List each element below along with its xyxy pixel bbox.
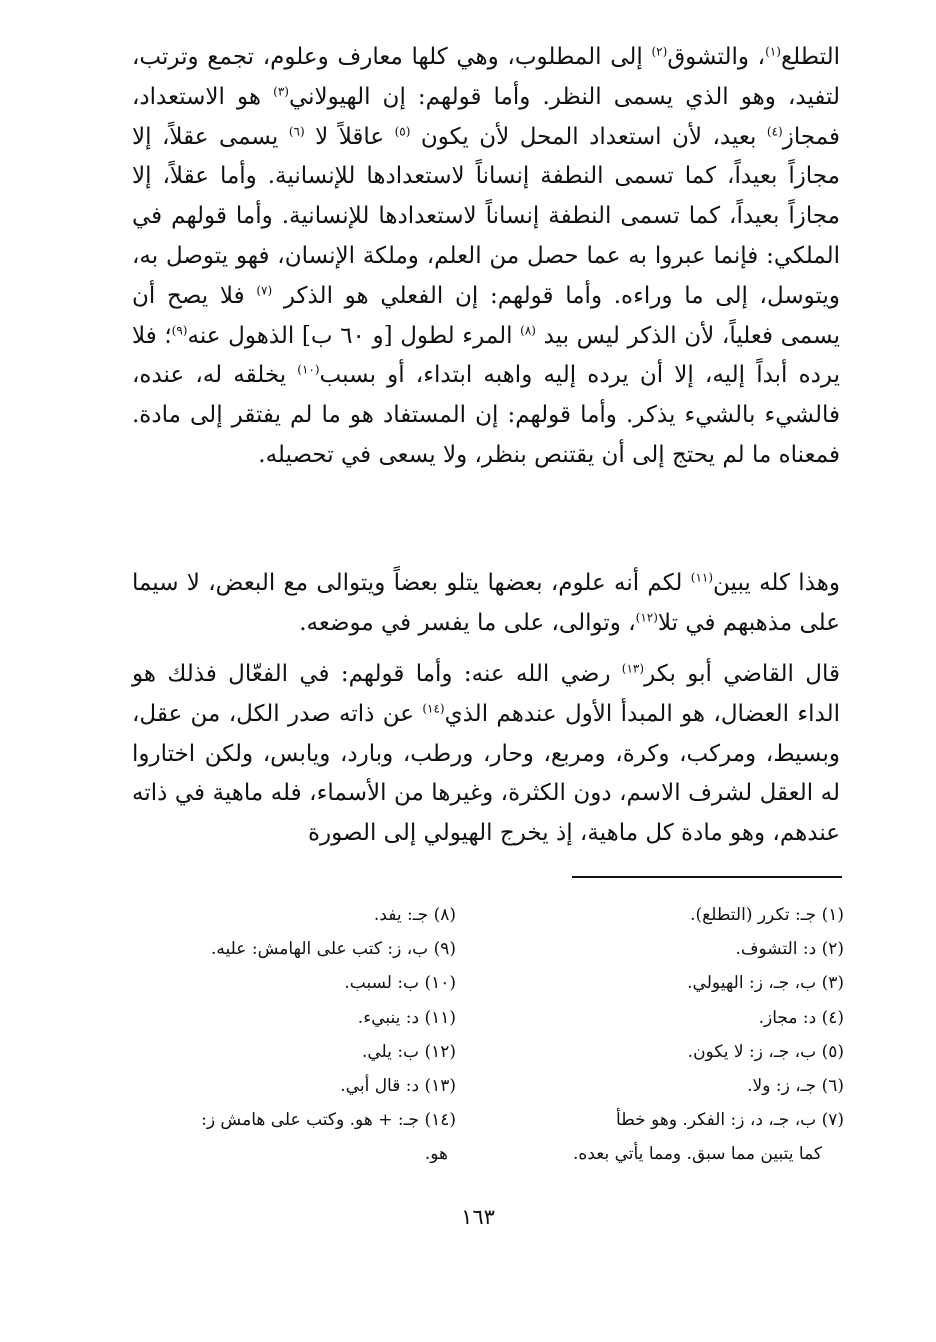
text-segment: يخلقه له، عنده، فالشيء بالشيء يذكر. وأما قولهم: إن المستفاد هو ما لم يفتقر إلى مادة. فمعناه ما لم يحتج إلى أن يقتنص بنظر، ولا يسعى في تحصيله. — [132, 362, 840, 468]
footnote-marker-2: (٢) — [651, 44, 668, 59]
text-segment: عن ذاته صدر الكل، من عقل، وبسيط، ومركب، وكرة، ومربع، وحار، ورطب، وبارد، ويابس، ولكن اختاروا له العقل لشرف الاسم، دون الكثرة، وغيرها من الأسماء، فله ماهية في ذاته عندهم، وهو مادة كل ماهية، إذ يخرج الهيولي إلى الصورة — [132, 700, 840, 847]
paragraph-1 — [132, 38, 840, 476]
text-segment: المرء لطول [و ٦٠ ب] الذهول عنه — [187, 322, 521, 349]
footnote-marker-6: (٦) — [288, 123, 305, 138]
text-segment: عاقلاً لا — [304, 123, 395, 150]
footnote: (١٢) ب: يلي. — [361, 1041, 456, 1062]
text-segment: ، والتشوق — [667, 44, 766, 70]
text-segment: لكم أنه علوم، بعضها يتلو بعضاً ويتوالى مع البعض، لا سيما على مذهبهم في تلا — [132, 570, 840, 636]
text-segment: إلى المطلوب، وهي كلها معارف وعلوم، تجمع وترتب، لتفيد، وهو الذي يسمى النظر. وأما قولهم: إن الهيولاني — [132, 44, 840, 110]
text-segment: ؛ فلا يرده أبداً إليه، إلا أن يرده إليه واهبه ابتداء، أو بسبب — [132, 322, 840, 389]
footnote-marker-8: (٨) — [520, 322, 536, 337]
footnote: (٥) ب، جـ، ز: لا يكون. — [687, 1041, 844, 1062]
footnote: (١٤) جـ: + هو. وكتب على هامش ز: — [201, 1110, 456, 1131]
footnote: (٧) ب، جـ، د، ز: الفكر. وهو خطأ — [616, 1110, 844, 1131]
footnote-marker-9: (٩) — [171, 322, 188, 337]
footnotes-column-left — [116, 898, 456, 1172]
text-segment: قال القاضي أبو بكر — [644, 661, 840, 687]
footnote: (٦) جـ، ز: ولا. — [747, 1076, 844, 1097]
footnote: (١) جـ: تكرر (التطلع). — [690, 905, 844, 925]
footnote-marker-3: (٣) — [273, 84, 289, 99]
footnote: (١١) د: ينبيء. — [357, 1007, 456, 1028]
footnote: (٣) ب، جـ، ز: الهيولي. — [687, 973, 844, 994]
footnote-separator — [572, 876, 842, 878]
text-segment: ، وتوالى، على ما يفسر في موضعه. — [299, 609, 636, 636]
footnote-marker-1: (١) — [765, 44, 781, 59]
footnote: (١٣) د: قال أبي. — [340, 1076, 456, 1097]
paragraph-3 — [132, 655, 840, 854]
footnote: (١٠) ب: لسبب. — [344, 973, 456, 994]
text-segment: فلا يصح أن يسمى فعلياً، لأن الذكر ليس بيد — [132, 282, 840, 349]
footnote-marker-13: (١٣) — [621, 661, 645, 676]
text-segment: التطلع — [780, 44, 840, 70]
footnote-marker-7: (٧) — [256, 283, 273, 298]
footnote: (٨) جـ: يفد. — [373, 905, 456, 925]
footnote-continuation: هو. — [424, 1144, 448, 1165]
text-segment: هو الاستعداد، فمجاز — [132, 83, 840, 150]
footnote-marker-12: (١٢) — [635, 610, 658, 625]
footnote-marker-14: (١٤) — [422, 701, 445, 716]
footnote-continuation: كما يتبين مما سبق. ومما يأتي بعده. — [573, 1144, 822, 1165]
footnote-marker-4: (٤) — [766, 123, 783, 138]
page-number: ١٦٣ — [461, 1205, 495, 1229]
footnotes-column-right — [514, 898, 844, 1172]
text-segment: بعيد، لأن استعداد المحل لأن يكون — [410, 123, 767, 150]
footnote-marker-11: (١١) — [690, 570, 714, 585]
text-segment: رضي الله عنه: وأما قولهم: في الفعّال فذلك هو الداء العضال، هو المبدأ الأول عندهم الذي — [132, 661, 840, 727]
text-segment: يسمى عقلاً، إلا مجازاً بعيداً، كما تسمى النطفة إنساناً لاستعدادها للإنسانية. وأما عقلاً، إلا مجازاً بعيداً، كما تسمى النطفة إنساناً لاستعدادها للإنسانية. وأما قولهم في الملكي: فإنما عبروا به عما حصل من العلم، وملكة الإنسان، فهو يتوصل به، ويتوسل، إلى ما وراءه. وأما قولهم: إن الفعلي هو الذكر — [132, 123, 840, 309]
footnote: (٢) د: التشوف. — [735, 939, 844, 960]
paragraph-2 — [132, 564, 840, 644]
footnote-marker-10: (١٠) — [297, 362, 320, 377]
footnote-marker-5: (٥) — [394, 123, 411, 138]
footnote: (٩) ب، ز: كتب على الهامش: عليه. — [211, 939, 456, 960]
text-segment: وهذا كله يبين — [713, 570, 840, 596]
footnote: (٤) د: مجاز. — [758, 1007, 844, 1028]
